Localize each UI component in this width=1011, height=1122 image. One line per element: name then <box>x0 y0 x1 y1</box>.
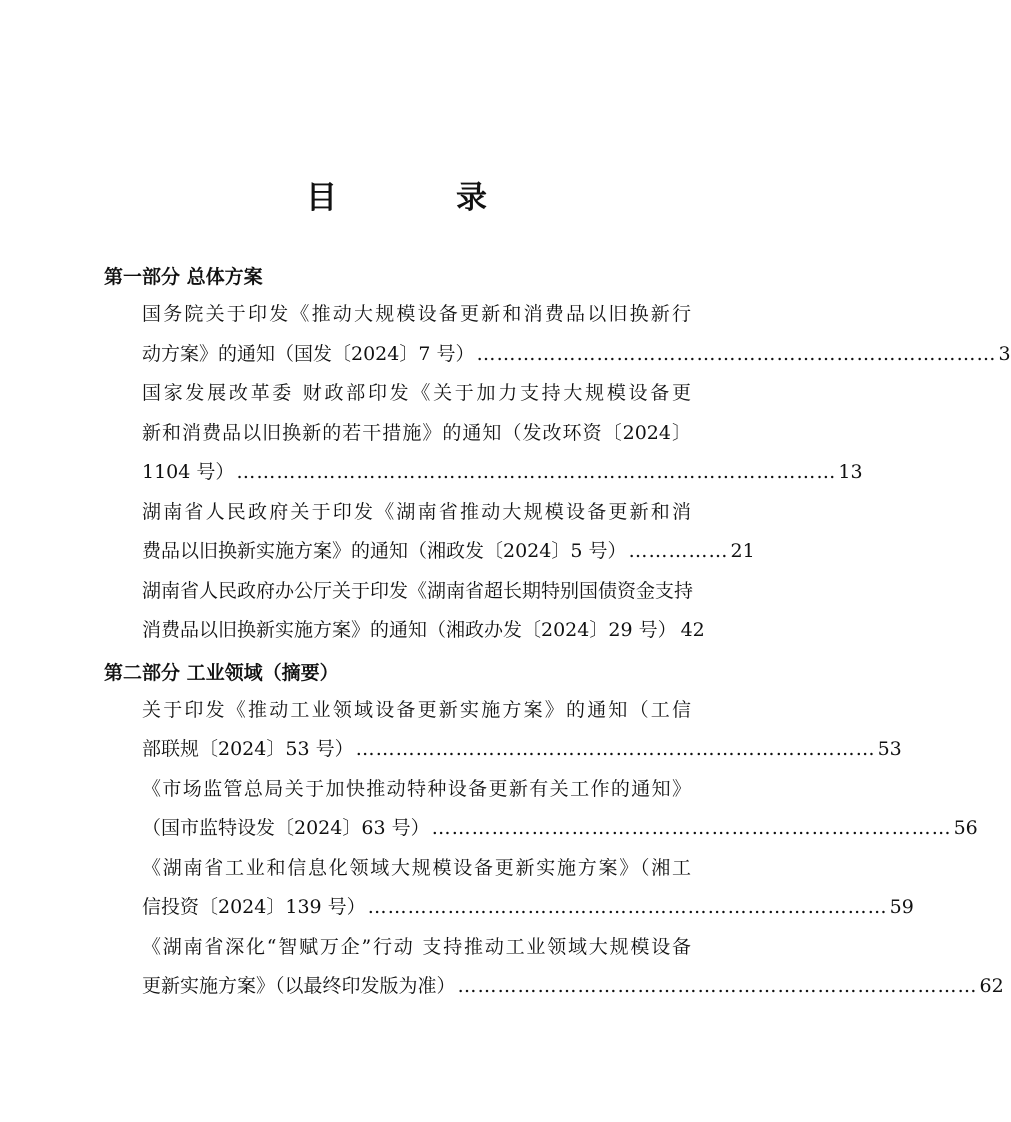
toc-entry-line: 《市场监管总局关于加快推动特种设备更新有关工作的通知》 <box>142 778 691 800</box>
toc-entry-line <box>142 736 902 762</box>
toc-entry-text: （国市监特设发〔2024〕63 号） <box>142 817 430 839</box>
toc-entry-text: 1104 号） <box>142 461 235 483</box>
page-number: 62 <box>979 975 1004 997</box>
page-number: 53 <box>877 738 902 760</box>
section-heading-part2: 第二部分 工业领域（摘要） <box>104 662 339 684</box>
toc-entry-line <box>142 815 978 841</box>
toc-entry-text: 更新实施方案》（以最终印发版为准） <box>142 975 456 997</box>
toc-entry-line: 关于印发《推动工业领域设备更新实施方案》的通知（工信 <box>142 699 691 721</box>
leader-dots: …………… <box>628 540 729 562</box>
toc-entry-line: 新和消费品以旧换新的若干措施》的通知（发改环资〔2024〕 <box>142 422 691 444</box>
page-number: 59 <box>889 896 914 918</box>
toc-entry-line: 湖南省人民政府办公厅关于印发《湖南省超长期特别国债资金支持 <box>142 580 694 602</box>
leader-dots: …………………………………………………………………… <box>457 975 978 997</box>
toc-entry-line: 湖南省人民政府关于印发《湖南省推动大规模设备更新和消 <box>142 501 691 523</box>
toc-entry-line: 《湖南省深化“智赋万企”行动 支持推动工业领域大规模设备 <box>142 936 691 958</box>
toc-entry-line <box>142 894 914 920</box>
page-number: 3 <box>998 343 1011 365</box>
page-title: 目 录 <box>306 180 531 216</box>
toc-entry-text: 消费品以旧换新实施方案》的通知（湘政办发〔2024〕29 号） <box>142 619 677 641</box>
toc-entry-line <box>142 459 863 485</box>
toc-entry-line: 国家发展改革委 财政部印发《关于加力支持大规模设备更 <box>142 382 691 404</box>
toc-entry-line: 《湖南省工业和信息化领域大规模设备更新实施方案》（湘工 <box>142 857 691 879</box>
toc-entry-text: 信投资〔2024〕139 号） <box>142 896 366 918</box>
section-heading-part1: 第一部分 总体方案 <box>104 266 263 288</box>
page-number: 13 <box>838 461 863 483</box>
toc-entry-text: 费品以旧换新实施方案》的通知（湘政发〔2024〕5 号） <box>142 540 627 562</box>
leader-dots: …………………………………………………………………… <box>355 738 876 760</box>
page-number: 56 <box>953 817 978 839</box>
page-number: 21 <box>730 540 755 562</box>
toc-entry-line <box>142 617 705 643</box>
toc-entry-line: 国务院关于印发《推动大规模设备更新和消费品以旧换新行 <box>142 303 691 325</box>
leader-dots: …………………………………………………………………… <box>367 896 888 918</box>
leader-dots: …………………………………………………………………… <box>431 817 952 839</box>
page-number: 42 <box>680 619 705 641</box>
toc-entry-line <box>142 341 1011 367</box>
toc-entry-text: 部联规〔2024〕53 号） <box>142 738 354 760</box>
leader-dots: …………………………………………………………………… <box>476 343 997 365</box>
toc-entry-line <box>142 538 755 564</box>
toc-entry-text: 动方案》的通知（国发〔2024〕7 号） <box>142 343 475 365</box>
toc-entry-line <box>142 973 1004 999</box>
leader-dots: ……………………………………………………………………………… <box>236 461 837 483</box>
